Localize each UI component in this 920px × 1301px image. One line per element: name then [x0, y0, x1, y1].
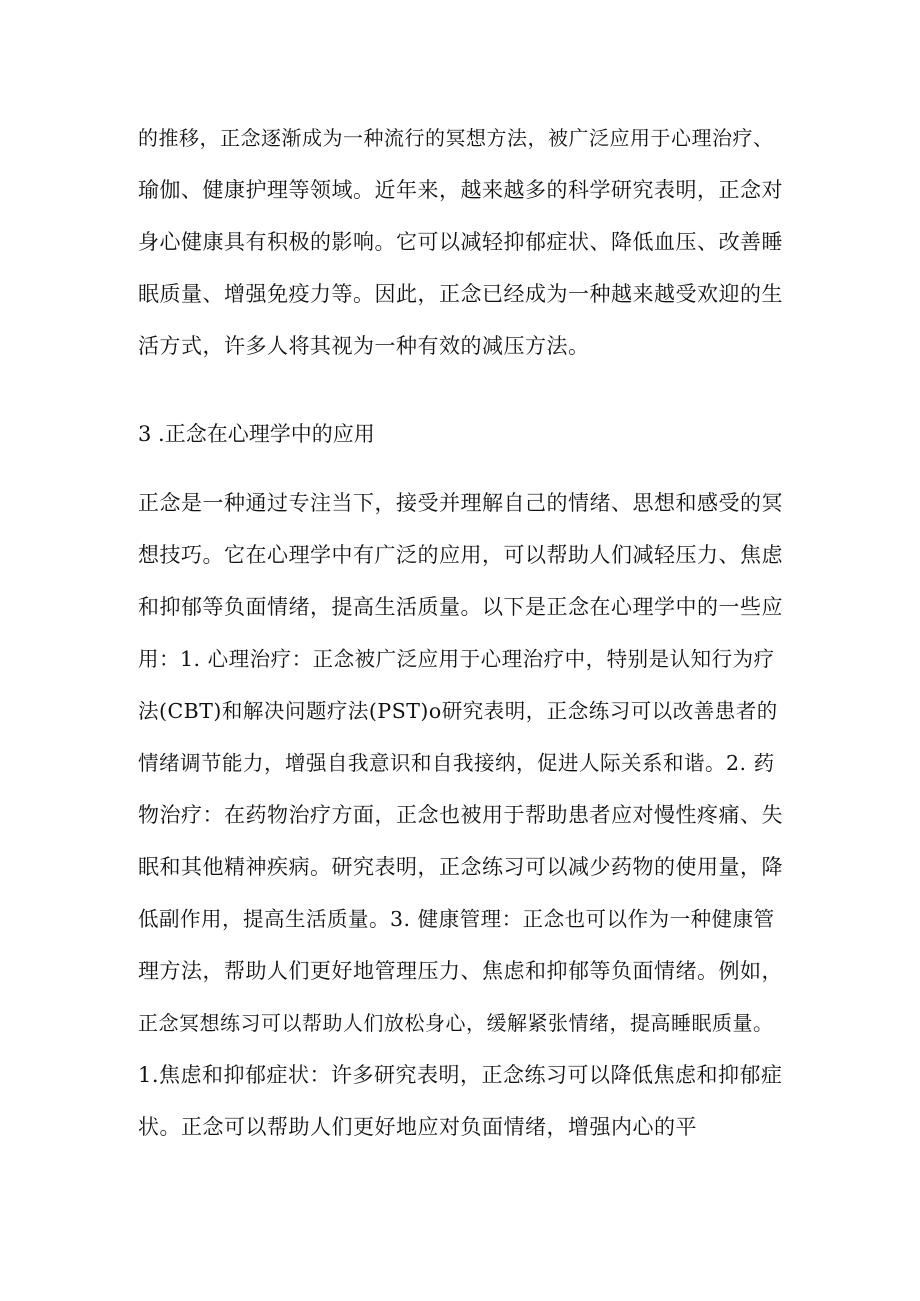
- paragraph-line: 用：1. 心理治疗：正念被广泛应用于心理治疗中，特别是认知行为疗: [138, 647, 775, 671]
- paragraph-line: 正念是一种通过专注当下，接受并理解自己的情绪、思想和感受的冥: [138, 491, 783, 515]
- section-heading: 3 .正念在心理学中的应用: [138, 422, 375, 446]
- paragraph-line: 1.焦虑和抑郁症状：许多研究表明，正念练习可以降低焦虑和抑郁症: [138, 1063, 783, 1087]
- paragraph-line: 瑜伽、健康护理等领域。近年来，越来越多的科学研究表明，正念对: [138, 178, 783, 202]
- paragraph-line: 眠和其他精神疾病。研究表明，正念练习可以减少药物的使用量，降: [138, 855, 783, 879]
- section-heading-block: [138, 408, 788, 460]
- paragraph-line: 眠质量、增强免疫力等。因此，正念已经成为一种越来越受欢迎的生: [138, 282, 783, 306]
- paragraph-line: 法(CBT)和解决问题疗法(PST)o研究表明，正念练习可以改善患者的: [138, 699, 778, 723]
- paragraph-line: 身心健康具有积极的影响。它可以减轻抑郁症状、降低血压、改善睡: [138, 230, 783, 254]
- paragraph-line: 低副作用，提高生活质量。3. 健康管理：正念也可以作为一种健康管: [138, 907, 775, 931]
- paragraph-2: [138, 477, 788, 1153]
- paragraph-1: [138, 112, 788, 372]
- paragraph-line: 和抑郁等负面情绪，提高生活质量。以下是正念在心理学中的一些应: [138, 595, 783, 619]
- paragraph-line: 想技巧。它在心理学中有广泛的应用，可以帮助人们减轻压力、焦虑: [138, 543, 783, 567]
- paragraph-line: 物治疗：在药物治疗方面，正念也被用于帮助患者应对慢性疼痛、失: [138, 803, 783, 827]
- paragraph-line: 状。正念可以帮助人们更好地应对负面情绪，增强内心的平: [138, 1115, 697, 1139]
- paragraph-line: 活方式，许多人将其视为一种有效的减压方法。: [138, 334, 590, 358]
- paragraph-line: 理方法，帮助人们更好地管理压力、焦虑和抑郁等负面情绪。例如，: [138, 959, 783, 983]
- paragraph-line: 正念冥想练习可以帮助人们放松身心，缓解紧张情绪，提高睡眠质量。: [138, 1011, 774, 1035]
- paragraph-line: 情绪调节能力，增强自我意识和自我接纳，促进人际关系和谐。2. 药: [138, 751, 775, 775]
- paragraph-line: 的推移，正念逐渐成为一种流行的冥想方法，被广泛应用于心理治疗、: [138, 126, 774, 150]
